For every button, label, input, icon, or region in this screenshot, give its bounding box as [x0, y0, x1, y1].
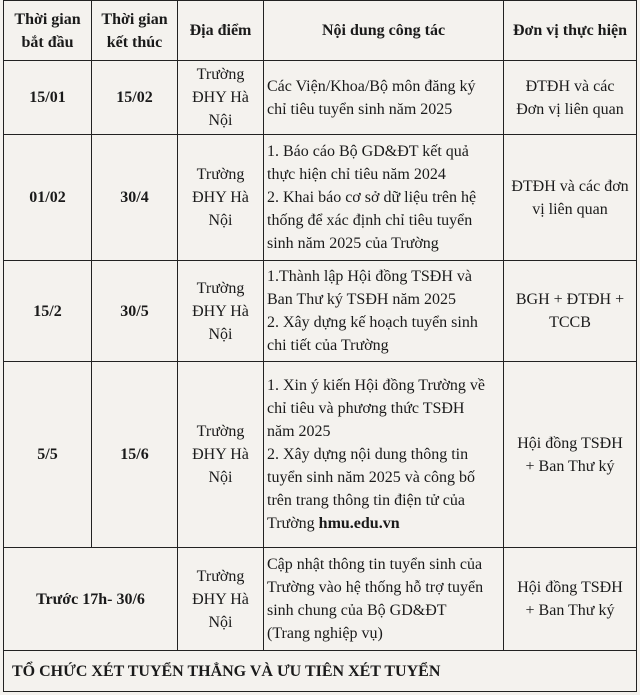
place-cell: Trường ĐHY Hà Nội	[178, 261, 264, 362]
section-heading: TỔ CHỨC XÉT TUYỂN THẲNG VÀ ƯU TIÊN XÉT TUYỂN	[4, 651, 637, 692]
header-row	[4, 1, 637, 61]
place-cell: Trường ĐHY Hà Nội	[178, 548, 264, 651]
start-date: 15/2	[4, 261, 92, 362]
place-cell: Trường ĐHY Hà Nội	[178, 135, 264, 261]
end-date: 15/6	[92, 362, 178, 548]
unit-cell: Hội đồng TSĐH + Ban Thư ký	[504, 362, 637, 548]
table-row	[4, 61, 637, 135]
end-date: 30/4	[92, 135, 178, 261]
table-row	[4, 548, 637, 651]
place-cell: Trường ĐHY Hà Nội	[178, 61, 264, 135]
unit-cell: ĐTĐH và các Đơn vị liên quan	[504, 61, 637, 135]
start-date: 01/02	[4, 135, 92, 261]
header-start-time: Thời gian bắt đầu	[4, 1, 92, 61]
table-row	[4, 362, 637, 548]
time-merged-cell: Trước 17h- 30/6	[4, 548, 178, 651]
table-row	[4, 135, 637, 261]
schedule-table	[3, 0, 637, 692]
unit-cell: ĐTĐH và các đơn vị liên quan	[504, 135, 637, 261]
unit-cell: Hội đồng TSĐH + Ban Thư ký	[504, 548, 637, 651]
website-link-text: hmu.edu.vn	[318, 515, 400, 532]
section-heading-row	[4, 651, 637, 692]
start-date: 15/01	[4, 61, 92, 135]
header-content: Nội dung công tác	[264, 1, 504, 61]
content-cell: 1. Báo cáo Bộ GD&ĐT kết quả thực hiện chỉ tiêu năm 2024 2. Khai báo cơ sở dữ liệu trên hệ thống để xác định chỉ tiêu tuyển sinh năm 2025 của Trường	[264, 135, 504, 261]
content-cell: Các Viện/Khoa/Bộ môn đăng ký chỉ tiêu tuyển sinh năm 2025	[264, 61, 504, 135]
content-cell: 1.Thành lập Hội đồng TSĐH và Ban Thư ký TSĐH năm 2025 2. Xây dựng kế hoạch tuyển sinh chi tiết của Trường	[264, 261, 504, 362]
header-place: Địa điểm	[178, 1, 264, 61]
unit-cell: BGH + ĐTĐH + TCCB	[504, 261, 637, 362]
content-text: Trường	[267, 515, 319, 532]
place-cell: Trường ĐHY Hà Nội	[178, 362, 264, 548]
table-row	[4, 261, 637, 362]
header-end-time: Thời gian kết thúc	[92, 1, 178, 61]
content-cell: Cập nhật thông tin tuyển sinh của Trường vào hệ thống hỗ trợ tuyển sinh chung của Bộ GD&ĐT (Trang nghiệp vụ)	[264, 548, 504, 651]
end-date: 30/5	[92, 261, 178, 362]
header-unit: Đơn vị thực hiện	[504, 1, 637, 61]
end-date: 15/02	[92, 61, 178, 135]
content-cell: 1. Xin ý kiến Hội đồng Trường về chỉ tiêu và phương thức TSĐH năm 2025 2. Xây dựng nội dung thông tin tuyển sinh năm 2025 và công bố trên trang thông tin điện tử của Trường hmu.edu.vn	[264, 362, 504, 548]
start-date: 5/5	[4, 362, 92, 548]
